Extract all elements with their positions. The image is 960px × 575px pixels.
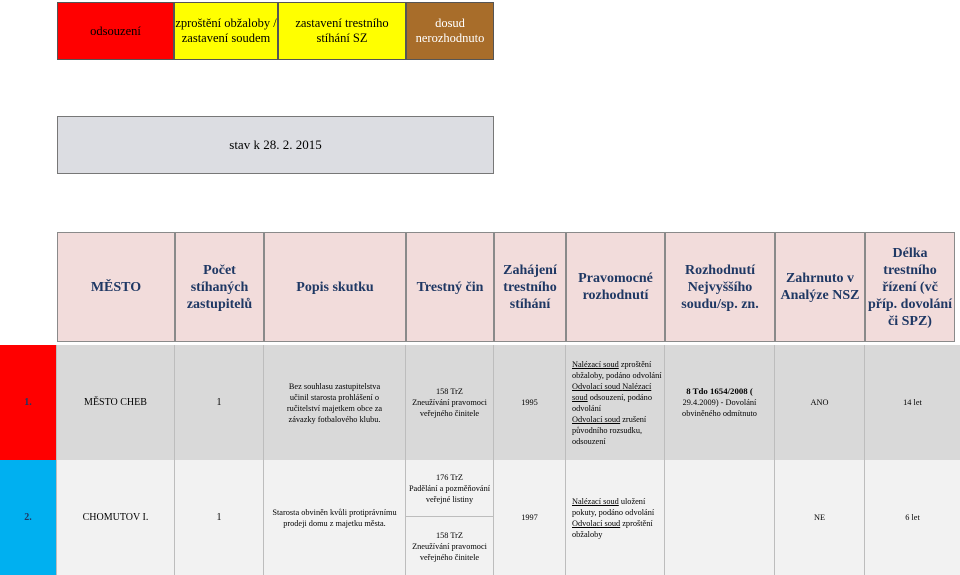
cell-analyza: NE [775,460,865,575]
header-popis: Popis skutku [264,232,406,342]
cell-popis: Starosta obviněn kvůli protiprávnímu prodeji domu z majetku města. [264,460,406,575]
cell-mesto: CHOMUTOV I. [57,460,175,575]
cell-popis: Bez souhlasu zastupitelstva učinil starosta prohlášení o ručitelství majetkem obce za závazky fotbalového klubu. [264,345,406,460]
rozhodnuti-text: Nalézací soud uložení pokuty, podáno odvolání Odvolací soud zproštění obžaloby [572,496,655,539]
cell-zahajeni: 1997 [494,460,566,575]
table-row [0,460,960,575]
cell-delka: 14 let [865,345,960,460]
legend-zastaveni: zastavení trestního stíhání SZ [278,2,406,60]
cell-analyza: ANO [775,345,865,460]
legend-nerozhodnuto: dosud nerozhodnuto [406,2,494,60]
status-date: stav k 28. 2. 2015 [57,116,494,174]
cell-cin [406,345,494,460]
row-number: 1. [0,345,57,460]
cell-cin-2 [406,517,494,575]
trestny-cin: 158 TrZ Zneužívání pravomoci veřejného činitele [412,387,487,418]
cell-nss [665,345,775,460]
header-pocet: Počet stíhaných zastupitelů [175,232,264,342]
cell-zahajeni: 1995 [494,345,566,460]
cell-pravomocne [566,345,665,460]
cell-delka: 6 let [865,460,960,575]
header-zahajeni: Zahájení trestního stíhání [494,232,566,342]
header-delka: Délka trestního řízení (vč příp. dovolání či SPZ) [865,232,955,342]
header-analyza: Zahrnuto v Analýze NSZ [775,232,865,342]
trestny-cin: 158 TrZ Zneužívání pravomoci veřejného činitele [412,530,487,562]
header-pravomocne: Pravomocné rozhodnutí [566,232,665,342]
row-number: 2. [0,460,57,575]
cell-mesto: MĚSTO CHEB [57,345,175,460]
cell-pocet: 1 [175,460,264,575]
header-mesto: MĚSTO [57,232,175,342]
cell-cin-1 [406,460,494,517]
cell-pocet: 1 [175,345,264,460]
rozhodnuti-text: Nalézací soud zproštění obžaloby, podáno odvolání Odvolací soud Nalézací soud odsouzení, podáno odvolání Odvolací soud zrušení původního rozsudku, odsouzení [572,359,662,446]
nss-text: 8 Tdo 1654/2008 ( 29.4.2009) - Dovolání obviněného odmítnuto [682,386,757,418]
legend-odsouzeni: odsouzení [57,2,174,60]
cell-pravomocne [566,460,665,575]
trestny-cin: 176 TrZ Padělání a pozměňování veřejné listiny [408,472,491,504]
table-row [0,345,960,460]
header-nss: Rozhodnutí Nejvyššího soudu/sp. zn. [665,232,775,342]
legend-zprosteni: zproštění obžaloby / zastavení soudem [174,2,278,60]
header-cin: Trestný čin [406,232,494,342]
cell-nss [665,460,775,575]
